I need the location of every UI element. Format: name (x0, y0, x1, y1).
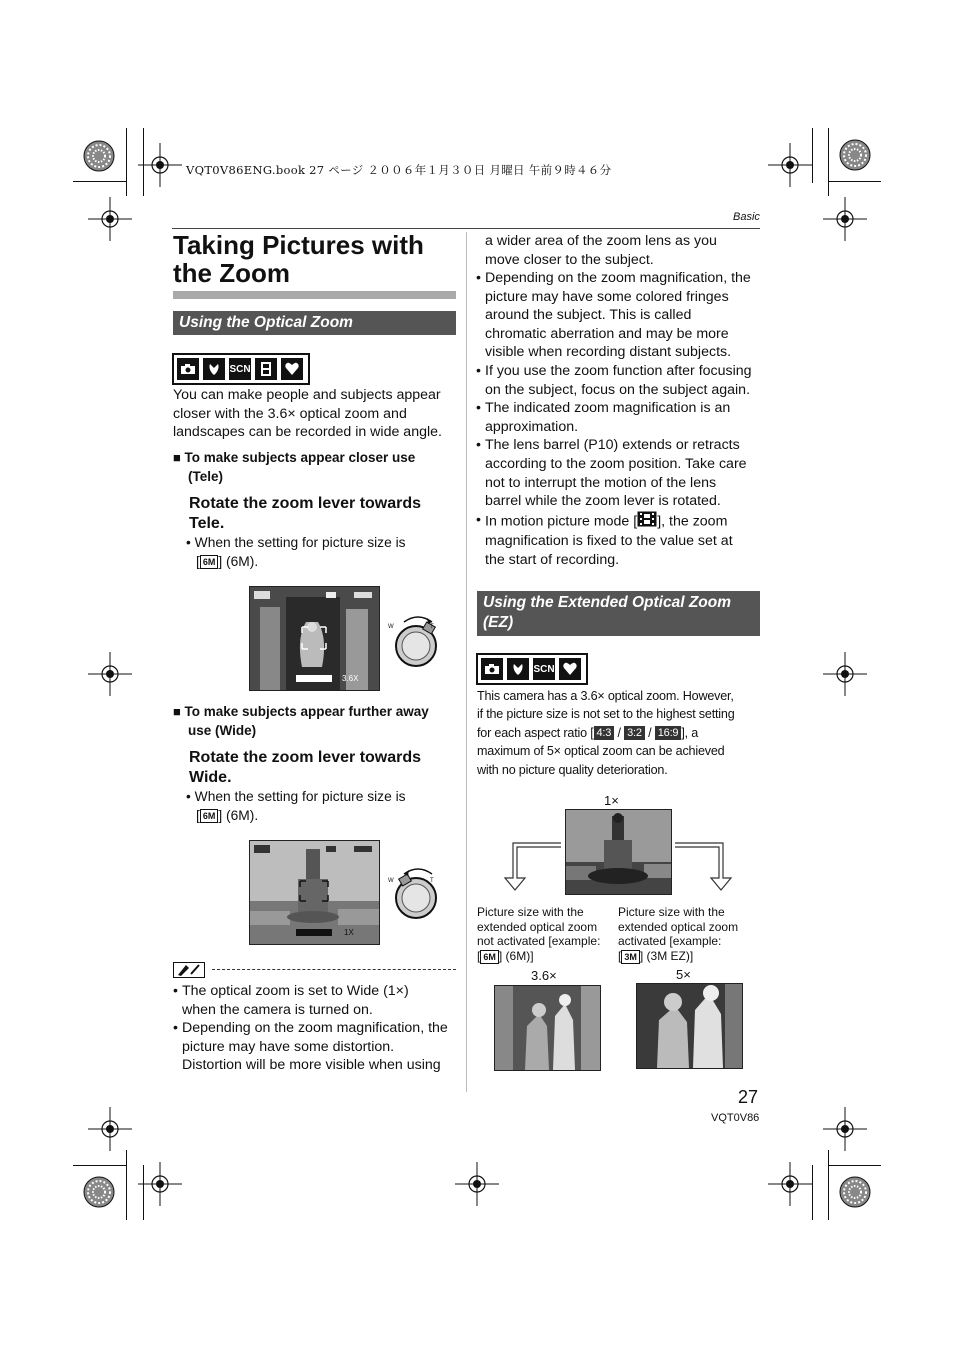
macro-mode-icon (203, 358, 225, 380)
size-6m-icon: 6M (480, 950, 499, 964)
continued-text: a wider area of the zoom lens as you move closer to the subject. (485, 233, 717, 268)
camera-mode-icon (481, 658, 503, 680)
macro-mode-icon (507, 658, 529, 680)
zoom-1x-label: 1× (604, 793, 619, 808)
scene-mode-icon: SCN (533, 658, 555, 680)
arrow-left (503, 840, 563, 894)
title-bar (173, 291, 456, 299)
page-title: Taking Pictures with the Zoom (173, 230, 424, 288)
statue-photo-36x (494, 985, 601, 1071)
book-info-line: VQT0V86ENG.book 27 ページ ２００６年１月３０日 月曜日 午前９時４６分 (186, 163, 612, 177)
ratio-16-9-icon: 16:9 (655, 726, 682, 740)
tele-zoom-lever: W T (384, 612, 444, 679)
extended-paragraph: This camera has a 3.6× optical zoom. However, if the picture size is not set to the highest setting for each aspect ratio [ 4:3 / 3:2 / 16:9 ], a maximum of 5× optical zoom can be achieved with no picture quality deterioration. (477, 689, 735, 777)
heart-mode-icon (281, 358, 303, 380)
right-bullets (476, 269, 766, 570)
wide-lcd-screen (249, 840, 380, 945)
statue-photo-5x (636, 983, 743, 1069)
mode-icons (476, 653, 588, 685)
wide-zoom-readout: 1X (344, 928, 354, 937)
tele-note: • When the setting for picture size is [ 6M ] (6M). (186, 535, 406, 569)
wide-step: Rotate the zoom lever towards Wide. (189, 749, 422, 786)
section-tag: Basic (733, 211, 760, 223)
note-dashes (212, 969, 456, 970)
right-caption: Picture size with the extended optical zoom activated [example: [ 3M ] (3M EZ)] (618, 905, 739, 963)
ratio-4-3-icon: 4:3 (594, 726, 615, 740)
wide-heading: ■ To make subjects appear further away use (Wide) (173, 704, 429, 738)
optical-notes (173, 982, 465, 1075)
movie-mode-icon (637, 511, 657, 533)
column-divider (466, 232, 467, 1092)
note-icon (173, 962, 205, 983)
tele-step: Rotate the zoom lever towards Tele. (189, 495, 422, 532)
heart-mode-icon (559, 658, 581, 680)
page-number: 27 (738, 1087, 759, 1107)
extended-zoom-heading: Using the Extended Optical Zoom (EZ) (477, 591, 760, 636)
list-item: • The optical zoom is set to Wide (1×) when the camera is turned on. (173, 983, 409, 1018)
list-item: • Depending on the zoom magnification, the picture may have some colored fringes around the subject. This is called chromatic aberration and may be more visible when recording distant subjects. (476, 270, 751, 361)
zoom-5x-label: 5× (676, 967, 691, 982)
optical-intro: You can make people and subjects appear closer with the 3.6× optical zoom and landscapes can be recorded in wide angle. (173, 387, 442, 441)
arrow-right (673, 840, 733, 894)
fountain-photo-1x (565, 809, 672, 895)
tele-lcd-screen (249, 586, 380, 691)
scene-mode-icon: SCN (229, 358, 251, 380)
size-6m-icon: 6M (200, 555, 219, 569)
list-item: • The indicated zoom magnification is an approximation. (476, 400, 731, 435)
doc-code: VQT0V86 (711, 1112, 760, 1124)
size-6m-icon: 6M (200, 809, 219, 823)
mode-icons (172, 353, 310, 385)
optical-zoom-heading: Using the Optical Zoom (173, 311, 456, 335)
list-item: • Depending on the zoom magnification, the picture may have some distortion. Distortion will be more visible when using (173, 1020, 448, 1074)
tele-zoom-readout: 3.6X (342, 674, 359, 683)
tele-heading: ■ To make subjects appear closer use (Tele) (173, 450, 416, 484)
movie-mode-icon (255, 358, 277, 380)
wide-zoom-lever: W T (384, 864, 444, 931)
wide-note: • When the setting for picture size is [ 6M ] (6M). (186, 789, 406, 823)
header-rule (172, 228, 760, 229)
size-3m-icon: 3M (621, 950, 640, 964)
left-caption: Picture size with the extended optical zoom not activated [example: [ 6M ] (6M)] (477, 905, 601, 963)
ratio-3-2-icon: 3:2 (624, 726, 645, 740)
list-item: • In motion picture mode [ ], the zoom magnification is fixed to the value set at the start of recording. (476, 511, 733, 568)
list-item: • If you use the zoom function after focusing on the subject, focus on the subject again. (476, 362, 752, 398)
list-item: • The lens barrel (P10) extends or retracts according to the zoom position. Take care not to interrupt the motion of the lens barrel while the zoom lever is rotated. (476, 437, 747, 510)
zoom-36x-label: 3.6× (531, 968, 557, 983)
camera-mode-icon (177, 358, 199, 380)
